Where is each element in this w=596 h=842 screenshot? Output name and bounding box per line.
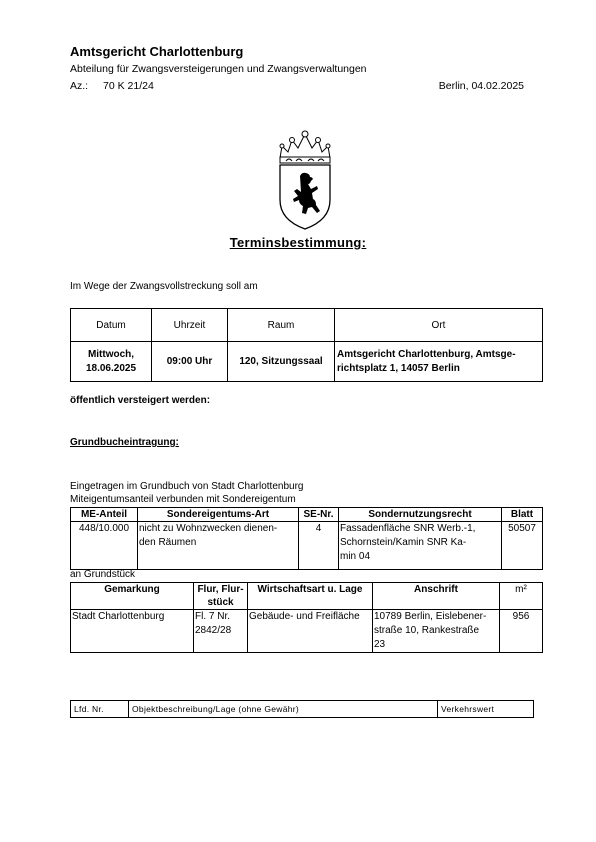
- anschrift: [373, 610, 500, 653]
- header-lfd-nr: Lfd. Nr.: [71, 701, 129, 718]
- header-datum: Datum: [71, 309, 152, 342]
- table-header-row: [71, 508, 543, 522]
- termin-weekday: Mittwoch,: [87, 348, 135, 360]
- table-header-row: [71, 309, 543, 342]
- header-flur-line2: stück: [207, 597, 234, 608]
- header-se-nr: SE-Nr.: [299, 508, 339, 522]
- me-anteil: 448/10.000: [71, 522, 138, 570]
- eingetragen-line1: Eingetragen im Grundbuch von Stadt Charlottenburg: [70, 481, 304, 492]
- anschrift-line3: 23: [374, 639, 386, 650]
- termin-raum: 120, Sitzungssaal: [228, 342, 335, 382]
- objekt-table: [70, 700, 534, 718]
- wirtschaftsart: Gebäude- und Freifläche: [248, 610, 373, 653]
- header-blatt: Blatt: [502, 508, 543, 522]
- flur: [194, 610, 248, 653]
- place-date: Berlin, 04.02.2025: [438, 80, 524, 92]
- snr-line1: Fassadenfläche SNR Werb.-1,: [340, 523, 476, 534]
- art-line1: nicht zu Wohnzwecken dienen-: [139, 523, 278, 534]
- oeffentlich-text: öffentlich versteigert werden:: [70, 395, 211, 406]
- header-sondereigentums-art: Sondereigentums-Art: [138, 508, 299, 522]
- anschrift-line2: straße 10, Rankestraße: [374, 625, 480, 636]
- an-grundstueck-text: an Grundstück: [70, 569, 136, 580]
- header-flur: [194, 583, 248, 610]
- termin-datum: [71, 342, 152, 382]
- termin-ort-line2: richtsplatz 1, 14057 Berlin: [337, 362, 460, 374]
- header-flur-line1: Flur, Flur-: [197, 584, 244, 595]
- termin-uhrzeit: 09:00 Uhr: [152, 342, 228, 382]
- header-me-anteil: ME-Anteil: [71, 508, 138, 522]
- header-verkehrswert: Verkehrswert: [438, 701, 534, 718]
- header-gemarkung: Gemarkung: [71, 583, 194, 610]
- m2-value: 956: [500, 610, 543, 653]
- table-header-row: [71, 701, 534, 718]
- header-sondernutzungsrecht: Sondernutzungsrecht: [339, 508, 502, 522]
- header-raum: Raum: [228, 309, 335, 342]
- anschrift-line1: 10789 Berlin, Eislebener-: [374, 611, 487, 622]
- court-name: Amtsgericht Charlottenburg: [70, 44, 244, 59]
- header-anschrift: Anschrift: [373, 583, 500, 610]
- flur-line2: 2842/28: [195, 625, 232, 636]
- art-line2: den Räumen: [139, 537, 197, 548]
- table-header-row: [71, 583, 543, 610]
- table-row: [71, 522, 543, 570]
- department-name: Abteilung für Zwangsversteigerungen und Zwangsverwaltungen: [70, 63, 367, 75]
- gemarkung: Stadt Charlottenburg: [71, 610, 194, 653]
- table-row: [71, 342, 543, 382]
- header-wirtschaftsart: Wirtschaftsart u. Lage: [248, 583, 373, 610]
- header-m2: m²: [500, 583, 543, 610]
- grundbuch-heading: Grundbucheintragung:: [70, 437, 179, 448]
- berlin-bear-coat-of-arms-icon: [274, 128, 336, 232]
- grundstueck-table: [70, 582, 543, 653]
- sondernutzungsrecht: [339, 522, 502, 570]
- table-row: [71, 610, 543, 653]
- sondereigentums-art: [138, 522, 299, 570]
- case-number-value: 70 K 21/24: [103, 80, 154, 92]
- page-title: Terminsbestimmung:: [229, 235, 367, 250]
- termin-ort: [335, 342, 543, 382]
- header-uhrzeit: Uhrzeit: [152, 309, 228, 342]
- case-number: [70, 80, 154, 92]
- termin-ort-line1: Amtsgericht Charlottenburg, Amtsge-: [337, 348, 516, 360]
- header-objektbeschreibung: Objektbeschreibung/Lage (ohne Gewähr): [129, 701, 438, 718]
- snr-line2: Schornstein/Kamin SNR Ka-: [340, 537, 467, 548]
- flur-line1: Fl. 7 Nr.: [195, 611, 231, 622]
- blatt: 50507: [502, 522, 543, 570]
- eingetragen-line2: Miteigentumsanteil verbunden mit Sondereigentum: [70, 494, 296, 505]
- case-number-label: Az.:: [70, 80, 89, 92]
- snr-line3: min 04: [340, 551, 371, 562]
- termin-table: [70, 308, 543, 382]
- miteigentum-table: [70, 507, 543, 570]
- termin-date: 18.06.2025: [85, 362, 137, 374]
- se-nr: 4: [299, 522, 339, 570]
- header-ort: Ort: [335, 309, 543, 342]
- intro-text: Im Wege der Zwangsvollstreckung soll am: [70, 281, 258, 292]
- eingetragen-text: [70, 480, 303, 506]
